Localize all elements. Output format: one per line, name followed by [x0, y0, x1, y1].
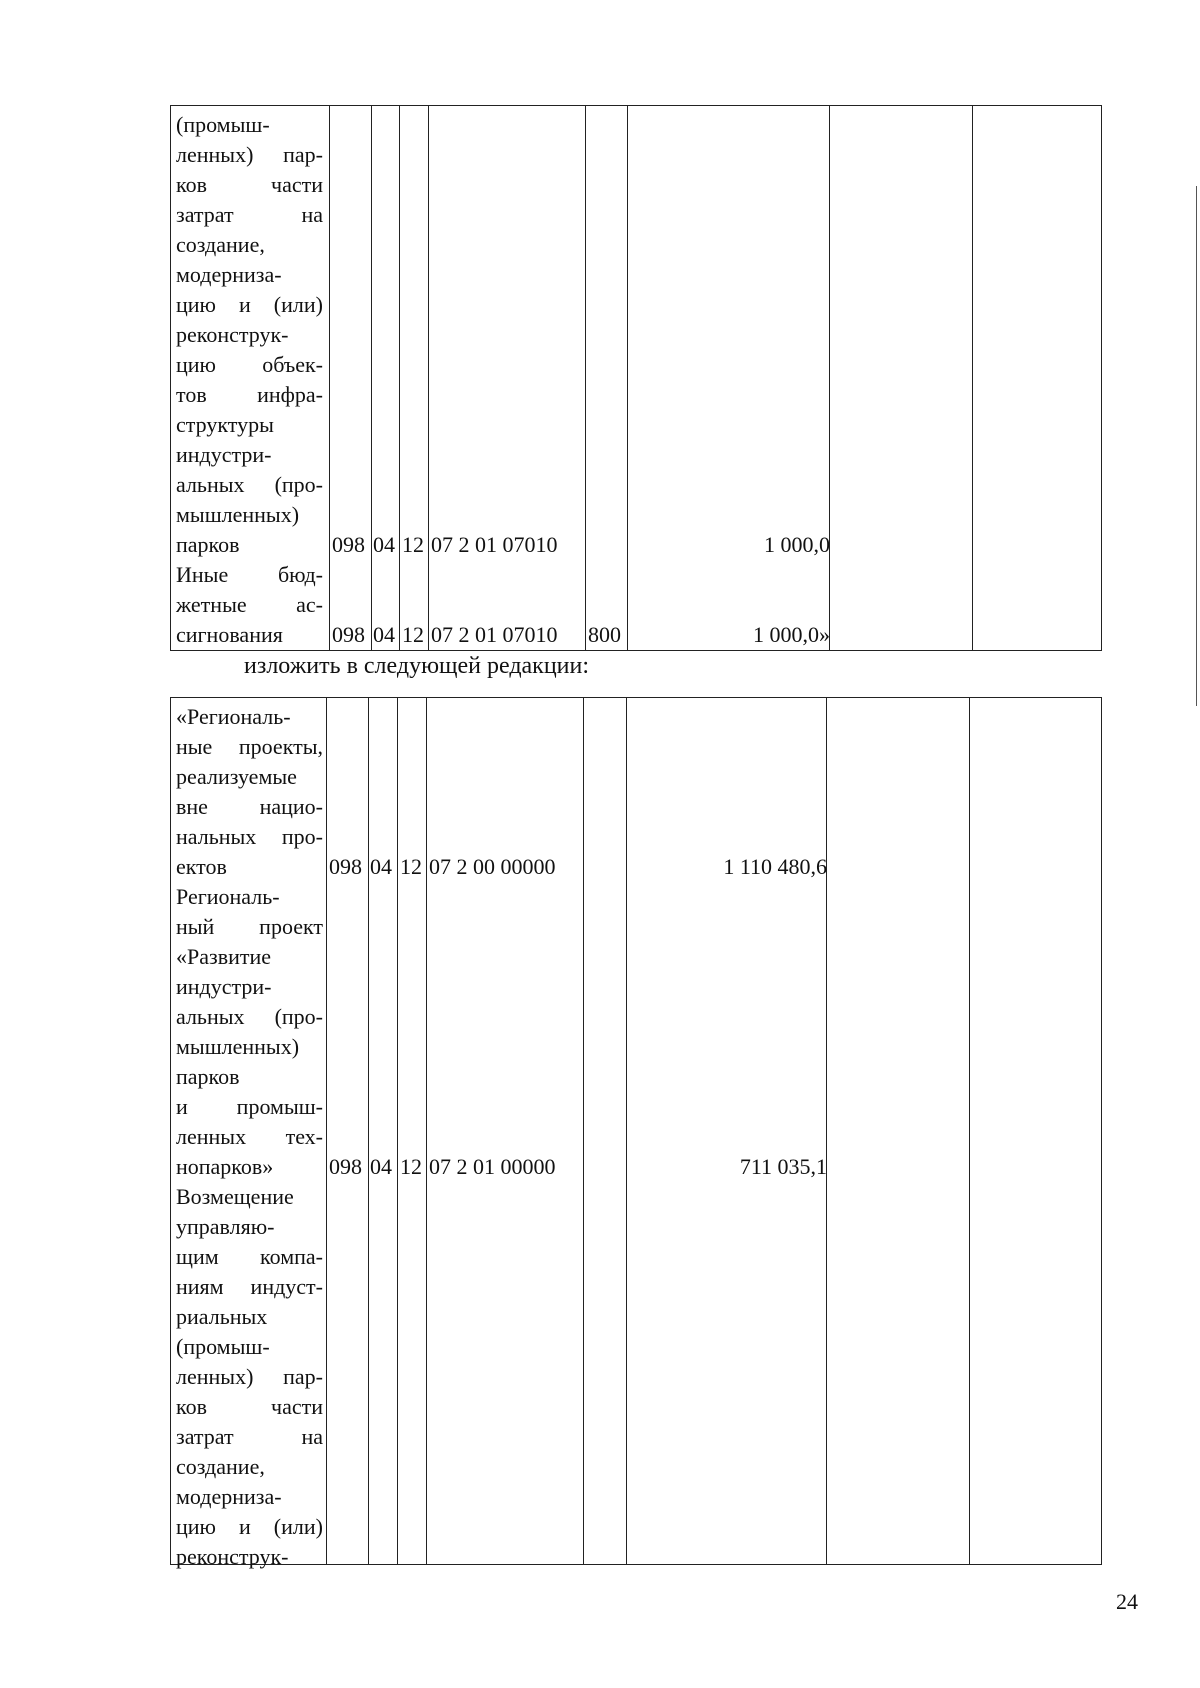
- name-word: затрат: [176, 202, 234, 227]
- column-divider: [627, 106, 628, 650]
- name-line: [176, 470, 323, 500]
- section-code: 04: [370, 1154, 392, 1179]
- name-word: тех-: [285, 1124, 323, 1149]
- name-word: управляю-: [176, 1214, 275, 1239]
- name-line: [176, 590, 323, 620]
- name-word: «Развитие: [176, 944, 272, 969]
- name-word: компа-: [260, 1244, 323, 1269]
- name-word: (про-: [274, 472, 323, 497]
- name-line: [176, 972, 323, 1002]
- column-divider: [585, 106, 586, 650]
- name-word: щим: [176, 1244, 219, 1269]
- name-line: [176, 200, 323, 230]
- name-word: структуры: [176, 412, 274, 437]
- name-word: цию: [176, 352, 216, 377]
- column-divider: [371, 106, 372, 650]
- name-line: [176, 110, 323, 140]
- page-number: 24: [1116, 1589, 1138, 1614]
- name-word: (промыш-: [176, 1334, 270, 1359]
- target-code: 07 2 01 07010: [431, 532, 558, 557]
- column-divider: [829, 106, 830, 650]
- name-word: (про-: [274, 1004, 323, 1029]
- name-line: [176, 440, 323, 470]
- name-line: [176, 1542, 323, 1572]
- target-code: 07 2 01 00000: [429, 1154, 556, 1179]
- name-line: [176, 1242, 323, 1272]
- name-word: Иные: [176, 562, 229, 587]
- name-line: [176, 702, 323, 732]
- name-word: нацио-: [259, 794, 323, 819]
- column-divider: [972, 106, 973, 650]
- name-line: [176, 350, 323, 380]
- name-word: и: [239, 292, 251, 317]
- name-word: создание,: [176, 1454, 265, 1479]
- name-word: жетные: [176, 592, 247, 617]
- amount-value: 1 110 480,6: [723, 854, 827, 879]
- name-word: ленных): [176, 1364, 254, 1389]
- subsection-code: 12: [400, 854, 422, 879]
- name-line: [176, 500, 323, 530]
- name-line: [176, 792, 323, 822]
- name-line: [176, 1272, 323, 1302]
- name-word: промыш-: [236, 1094, 323, 1119]
- column-divider: [626, 698, 627, 1564]
- name-word: цию: [176, 1514, 216, 1539]
- name-line: [176, 1002, 323, 1032]
- name-line: [176, 822, 323, 852]
- name-word: проект: [259, 914, 323, 939]
- column-divider: [583, 698, 584, 1564]
- name-line: [176, 560, 323, 590]
- name-line: [176, 732, 323, 762]
- name-word: части: [271, 1394, 323, 1419]
- section-code: 04: [370, 854, 392, 879]
- name-line: [176, 1062, 323, 1092]
- name-line: [176, 530, 323, 560]
- name-line: [176, 1332, 323, 1362]
- name-word: на: [301, 202, 323, 227]
- budget-table-old: [170, 105, 1102, 651]
- name-word: Возмещение: [176, 1184, 294, 1209]
- ministry-code: 098: [329, 854, 362, 879]
- name-line: [176, 620, 323, 650]
- name-line: [176, 1512, 323, 1542]
- name-word: вне: [176, 794, 208, 819]
- name-word: реализуемые: [176, 764, 297, 789]
- name-word: части: [271, 172, 323, 197]
- name-word: альных: [176, 1004, 245, 1029]
- section-code: 04: [373, 622, 395, 647]
- name-line: [176, 1092, 323, 1122]
- name-word: объек-: [262, 352, 323, 377]
- name-word: бюд-: [277, 562, 323, 587]
- name-line: [176, 410, 323, 440]
- name-word: про-: [281, 824, 323, 849]
- name-line: [176, 380, 323, 410]
- subsection-code: 12: [402, 532, 424, 557]
- name-line: [176, 1452, 323, 1482]
- ministry-code: 098: [332, 532, 365, 557]
- section-code: 04: [373, 532, 395, 557]
- amount-value: 711 035,1: [739, 1154, 827, 1179]
- name-word: ков: [176, 172, 207, 197]
- name-line: [176, 170, 323, 200]
- column-divider: [326, 698, 327, 1564]
- name-word: ас-: [296, 592, 323, 617]
- subsection-code: 12: [402, 622, 424, 647]
- name-word: ектов: [176, 854, 227, 879]
- name-word: нопарков»: [176, 1154, 274, 1179]
- name-line: [176, 1032, 323, 1062]
- edit-instruction-caption: изложить в следующей редакции:: [244, 653, 590, 679]
- name-word: создание,: [176, 232, 265, 257]
- column-divider: [399, 106, 400, 650]
- amount-value: 1 000,0»: [753, 622, 830, 647]
- name-word: затрат: [176, 1424, 234, 1449]
- name-word: пар-: [283, 142, 323, 167]
- budget-table-new: [170, 697, 1102, 1569]
- column-divider: [368, 698, 369, 1564]
- name-word: Региональ-: [176, 884, 280, 909]
- name-line: [176, 320, 323, 350]
- name-line: [176, 260, 323, 290]
- column-divider: [969, 698, 970, 1564]
- name-word: нальных: [176, 824, 257, 849]
- subsection-code: 12: [400, 1154, 422, 1179]
- name-line: [176, 1392, 323, 1422]
- name-word: реконструк-: [176, 1544, 289, 1569]
- name-line: [176, 762, 323, 792]
- name-line: [176, 1362, 323, 1392]
- name-word: мышленных): [176, 1034, 300, 1059]
- column-divider: [826, 698, 827, 1564]
- name-word: парков: [176, 532, 240, 557]
- name-word: инфра-: [257, 382, 323, 407]
- name-line: [176, 942, 323, 972]
- name-word: риальных: [176, 1304, 268, 1329]
- column-divider: [426, 698, 427, 1564]
- column-divider: [428, 106, 429, 650]
- name-line: [176, 912, 323, 942]
- name-word: альных: [176, 472, 245, 497]
- margin-line: [1196, 186, 1197, 706]
- name-line: [176, 882, 323, 912]
- name-word: (промыш-: [176, 112, 270, 137]
- name-word: «Региональ-: [176, 704, 291, 729]
- name-word: реконструк-: [176, 322, 289, 347]
- name-line: [176, 1302, 323, 1332]
- name-word: ленных: [176, 1124, 247, 1149]
- name-word: проекты,: [238, 734, 323, 759]
- name-word: и: [239, 1514, 251, 1539]
- target-code: 07 2 01 07010: [431, 622, 558, 647]
- name-word: сигнования: [176, 622, 283, 647]
- name-word: ниям: [176, 1274, 224, 1299]
- name-word: ные: [176, 734, 213, 759]
- ministry-code: 098: [332, 622, 365, 647]
- name-word: ный: [176, 914, 215, 939]
- name-word: модерниза-: [176, 262, 282, 287]
- ministry-code: 098: [329, 1154, 362, 1179]
- name-word: (или): [273, 1514, 323, 1539]
- name-word: индустри-: [176, 442, 272, 467]
- name-line: [176, 1482, 323, 1512]
- name-line: [176, 1422, 323, 1452]
- name-line: [176, 140, 323, 170]
- column-divider: [329, 106, 330, 650]
- name-word: мышленных): [176, 502, 300, 527]
- name-word: и: [176, 1094, 188, 1119]
- column-divider: [397, 698, 398, 1564]
- name-word: цию: [176, 292, 216, 317]
- name-line: [176, 1152, 323, 1182]
- name-word: индуст-: [250, 1274, 323, 1299]
- target-code: 07 2 00 00000: [429, 854, 556, 879]
- amount-value: 1 000,0: [764, 532, 830, 557]
- name-word: (или): [273, 292, 323, 317]
- name-word: парков: [176, 1064, 240, 1089]
- name-line: [176, 290, 323, 320]
- name-word: ков: [176, 1394, 207, 1419]
- name-line: [176, 230, 323, 260]
- name-line: [176, 1182, 323, 1212]
- name-word: пар-: [283, 1364, 323, 1389]
- name-line: [176, 852, 323, 882]
- name-word: на: [301, 1424, 323, 1449]
- name-word: модерниза-: [176, 1484, 282, 1509]
- expense-type-code: 800: [588, 622, 621, 647]
- name-word: индустри-: [176, 974, 272, 999]
- name-word: тов: [176, 382, 207, 407]
- name-line: [176, 1212, 323, 1242]
- name-word: ленных): [176, 142, 254, 167]
- name-line: [176, 1122, 323, 1152]
